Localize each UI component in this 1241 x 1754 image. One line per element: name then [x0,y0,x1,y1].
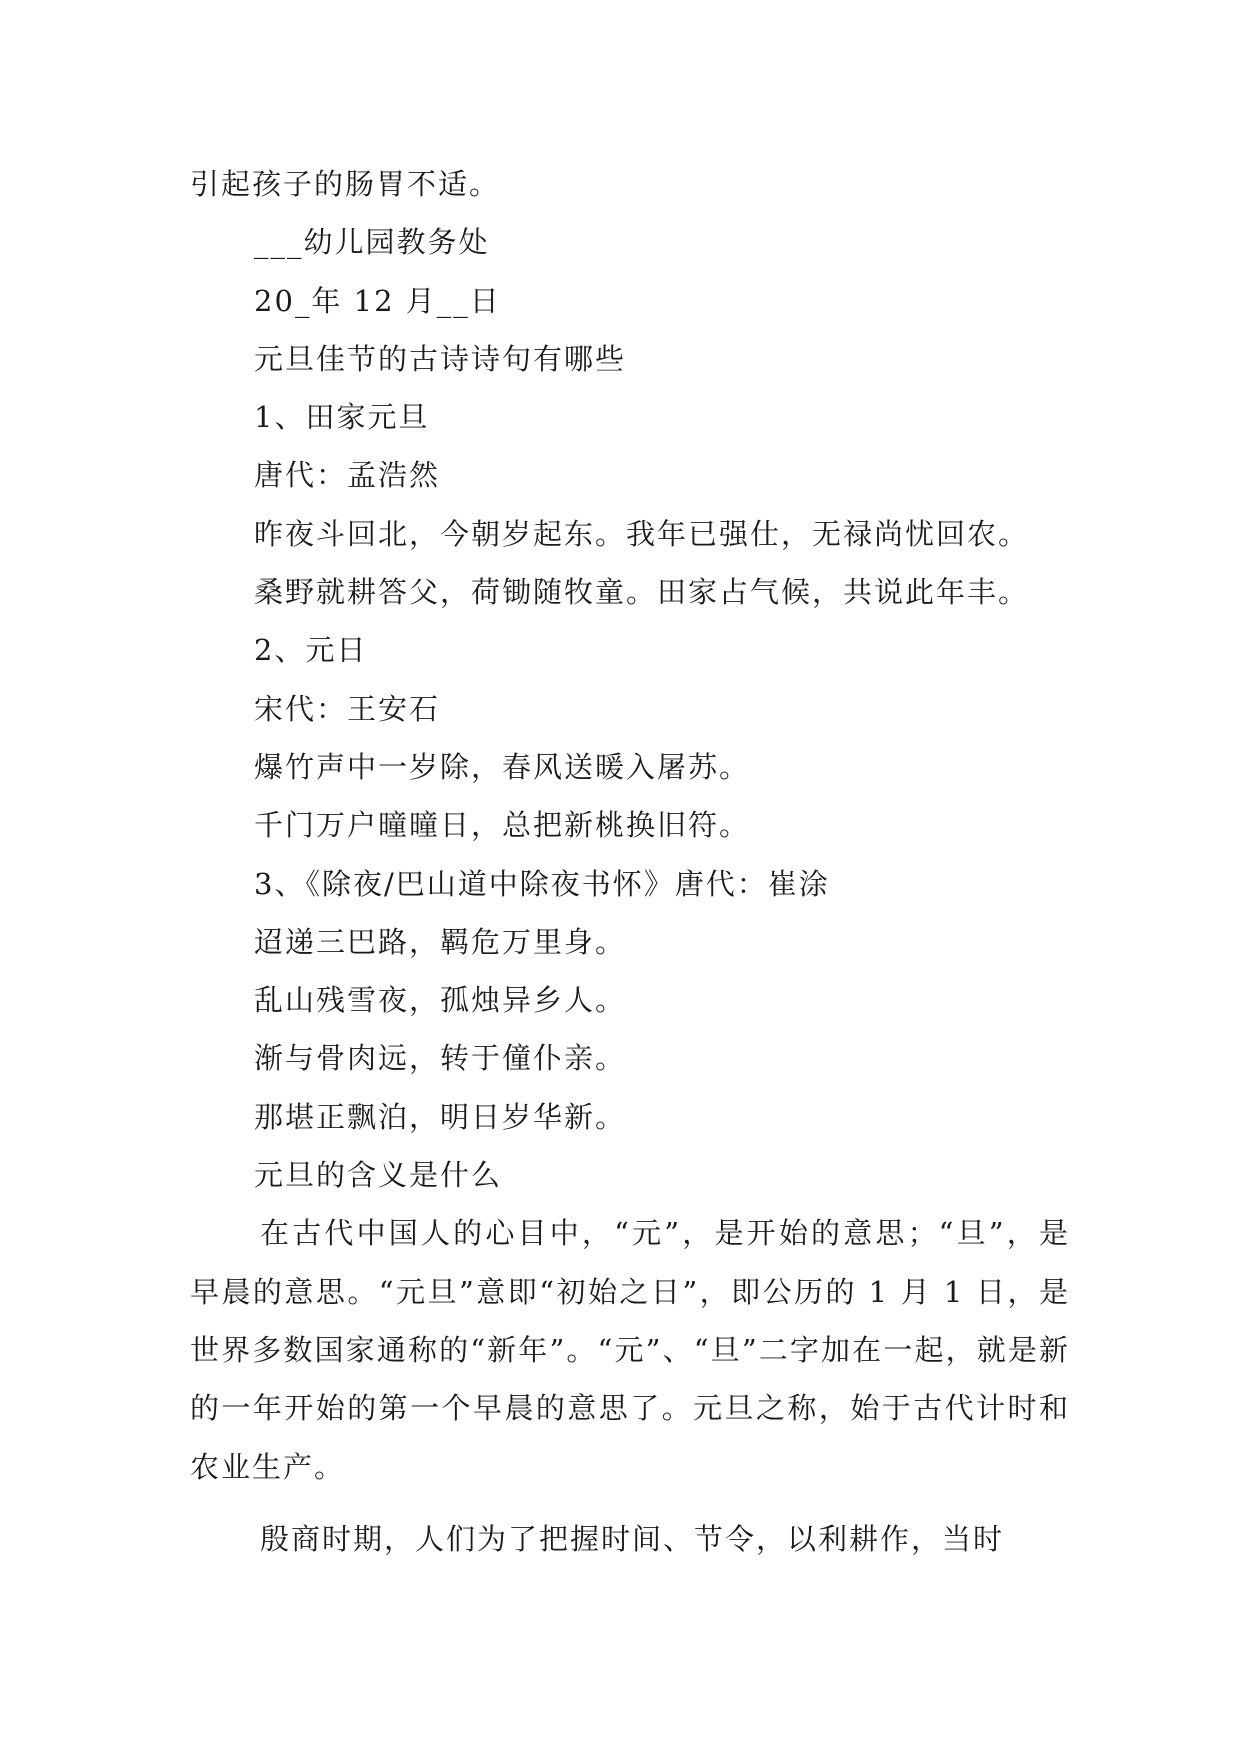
section-heading: 元旦的含义是什么 [254,1158,503,1193]
poem-title: 3、《除夜/巴山道中除夜书怀》唐代：崔涂 [254,866,830,901]
signature-org: ___幼儿园教务处 [254,225,490,260]
section-heading: 元旦佳节的古诗诗句有哪些 [254,341,627,376]
poem-author: 唐代：孟浩然 [254,458,441,493]
poem-line: 爆竹声中一岁除，春风送暖入屠苏。 [254,749,751,784]
poem-line: 千门万户曈曈日，总把新桃换旧符。 [254,808,751,843]
poem-author: 宋代：王安石 [254,691,441,726]
text-line: 引起孩子的肠胃不适。 [190,167,501,201]
signature-date: 20_年 12 月__日 [254,283,501,318]
body-paragraph: 在古代中国人的心目中，“元”，是开始的意思；“旦”，是早晨的意思。“元旦”意即“初始之日”，即公历的 1 月 1 日，是世界多数国家通称的“新年”。“元”、“旦”二字加在一起，就是新的一年开始的第一个早晨的意思了。元旦之称，始于古代计时和农业生产。 [190,1216,1070,1484]
poem-line: 乱山残雪夜，孤烛异乡人。 [254,983,627,1018]
poem-line: 那堪正飘泊，明日岁华新。 [254,1099,627,1134]
poem-title: 1、田家元旦 [254,400,430,435]
poem-title: 2、元日 [254,633,368,668]
body-paragraph: 殷商时期，人们为了把握时间、节令，以利耕作，当时 [260,1521,1005,1556]
document-page [190,155,1070,1568]
poem-line: 渐与骨肉远，转于僮仆亲。 [254,1041,627,1076]
poem-line: 桑野就耕答父，荷锄随牧童。田家占气候，共说此年丰。 [254,575,1030,610]
paragraph-gap [190,1496,1070,1510]
poem-line: 迢递三巴路，羁危万里身。 [254,924,627,959]
poem-line: 昨夜斗回北，今朝岁起东。我年已强仕，无禄尚忧回农。 [254,516,1030,551]
